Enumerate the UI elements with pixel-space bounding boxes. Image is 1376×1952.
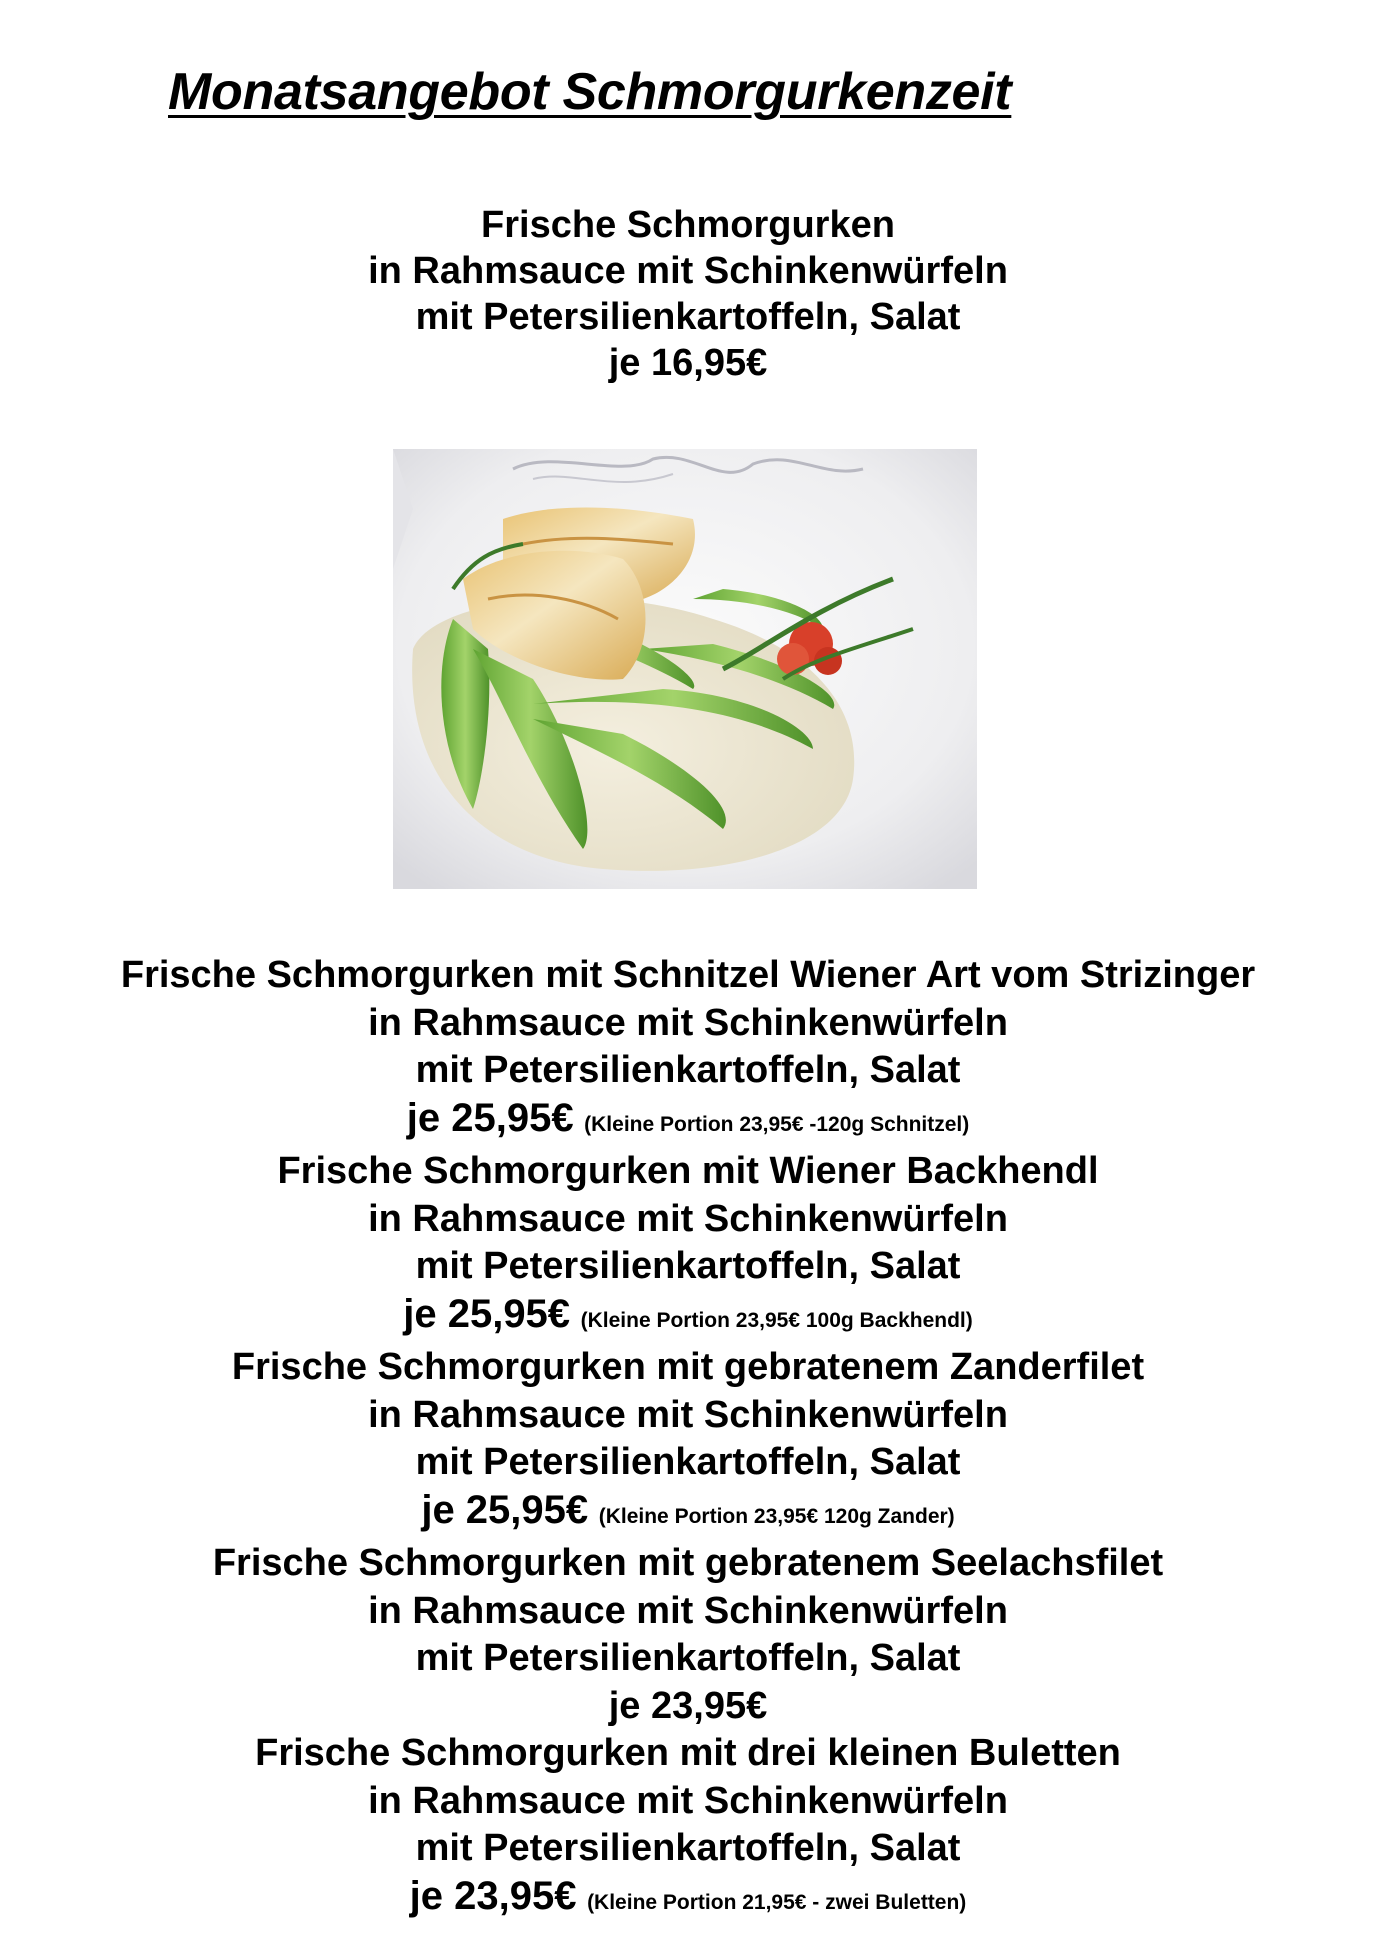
- menu-list: [0, 952, 1376, 1926]
- menu-item: [0, 1730, 1376, 1926]
- menu-item-price: je 25,95€: [403, 1291, 571, 1336]
- menu-item-name: Frische Schmorgurken mit drei kleinen Buletten: [255, 1732, 1121, 1774]
- menu-item-note: (Kleine Portion 23,95€ -120g Schnitzel): [584, 1112, 970, 1136]
- menu-item-sides: mit Petersilienkartoffeln, Salat: [415, 1637, 961, 1679]
- featured-dish-price: je 16,95€: [608, 342, 768, 384]
- menu-item-sauce: in Rahmsauce mit Schinkenwürfeln: [368, 1779, 1008, 1822]
- menu-item-sides: mit Petersilienkartoffeln, Salat: [415, 1827, 961, 1869]
- featured-dish-sides: mit Petersilienkartoffeln, Salat: [415, 296, 961, 338]
- menu-item-name: Frische Schmorgurken mit gebratenem Zanderfilet: [231, 1346, 1145, 1388]
- menu-item-note: (Kleine Portion 21,95€ - zwei Buletten): [587, 1890, 967, 1914]
- menu-item-sides: mit Petersilienkartoffeln, Salat: [415, 1049, 961, 1091]
- menu-item-sides: mit Petersilienkartoffeln, Salat: [415, 1245, 961, 1287]
- page-title: Monatsangebot Schmorgurkenzeit: [168, 63, 1012, 121]
- menu-item: [0, 952, 1376, 1148]
- menu-item: [0, 1540, 1376, 1730]
- plated-dish-photo: [393, 449, 977, 889]
- menu-item-price: je 23,95€: [608, 1684, 768, 1727]
- menu-item-sauce: in Rahmsauce mit Schinkenwürfeln: [368, 1393, 1008, 1436]
- menu-item-price: je 25,95€: [421, 1487, 589, 1532]
- menu-item: [0, 1148, 1376, 1344]
- menu-item-sides: mit Petersilienkartoffeln, Salat: [415, 1441, 961, 1483]
- menu-item-sauce: in Rahmsauce mit Schinkenwürfeln: [368, 1589, 1008, 1632]
- menu-item-price: je 25,95€: [406, 1095, 574, 1140]
- menu-item-sauce: in Rahmsauce mit Schinkenwürfeln: [368, 1197, 1008, 1240]
- menu-item-note: (Kleine Portion 23,95€ 100g Backhendl): [580, 1308, 973, 1332]
- menu-item-sauce: in Rahmsauce mit Schinkenwürfeln: [368, 1001, 1008, 1044]
- menu-item: [0, 1344, 1376, 1540]
- featured-dish-name: Frische Schmorgurken: [481, 204, 895, 246]
- menu-item-name: Frische Schmorgurken mit Wiener Backhendl: [277, 1150, 1099, 1192]
- menu-item-note: (Kleine Portion 23,95€ 120g Zander): [598, 1504, 955, 1528]
- featured-dish-sauce: in Rahmsauce mit Schinkenwürfeln: [368, 250, 1008, 292]
- menu-item-name: Frische Schmorgurken mit gebratenem Seelachsfilet: [212, 1542, 1164, 1584]
- menu-item-price: je 23,95€: [409, 1873, 577, 1918]
- featured-dish: [0, 202, 1376, 386]
- menu-item-name: Frische Schmorgurken mit Schnitzel Wiener Art vom Strizinger: [120, 954, 1256, 996]
